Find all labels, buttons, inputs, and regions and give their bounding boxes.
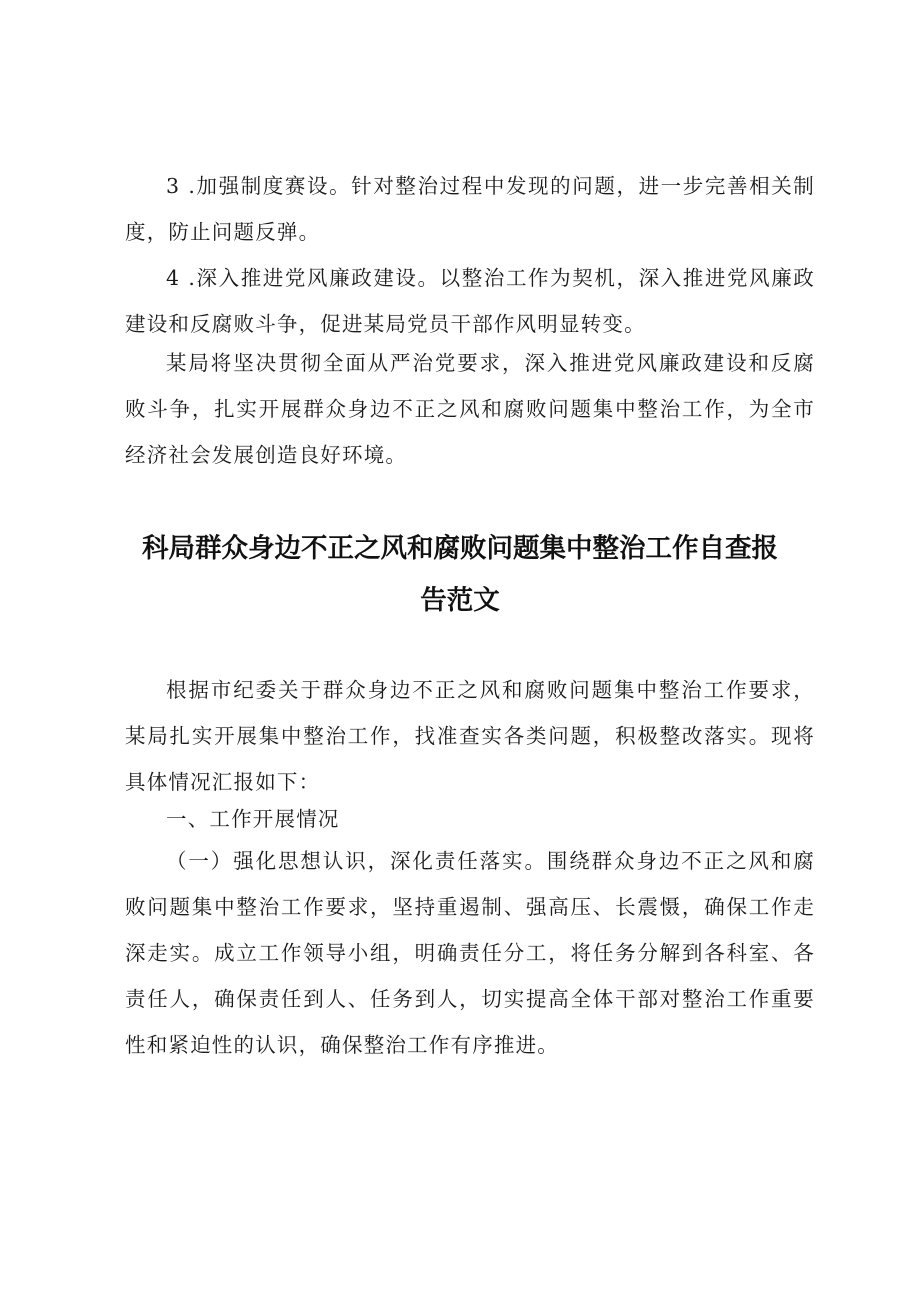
article-title: 科局群众身边不正之风和腐败问题集中整治工作自查报告范文 bbox=[142, 533, 778, 616]
section-heading-1: 一、工作开展情况 bbox=[166, 807, 340, 831]
paragraph-item-4: 4 .深入推进党风廉政建设。以整治工作为契机，深入推进党风廉政建设和反腐败斗争，促进某局党员干部作风明显转变。 bbox=[125, 266, 815, 336]
paragraph-section1-item1: （一）强化思想认识，深化责任落实。围绕群众身边不正之风和腐败问题集中整治工作要求，坚持重遏制、强高压、长震慑，确保工作走深走实。成立工作领导小组，明确责任分工，将任务分解到各科室、各责任人，确保责任到人、任务到人，切实提高全体干部对整治工作重要性和紧迫性的认识，确保整治工作有序推进。 bbox=[125, 849, 815, 1057]
paragraph-item-3: 3 .加强制度赛设。针对整治过程中发现的问题，进一步完善相关制度，防止问题反弹。 bbox=[125, 174, 815, 244]
paragraph-closing: 某局将坚决贯彻全面从严治党要求，深入推进党风廉政建设和反腐败斗争，扎实开展群众身边不正之风和腐败问题集中整治工作，为全市经济社会发展创造良好环境。 bbox=[125, 351, 815, 467]
paragraph-intro: 根据市纪委关于群众身边不正之风和腐败问题集中整治工作要求，某局扎实开展集中整治工作，找准查实各类问题，积极整改落实。现将具体情况汇报如下： bbox=[125, 678, 815, 794]
